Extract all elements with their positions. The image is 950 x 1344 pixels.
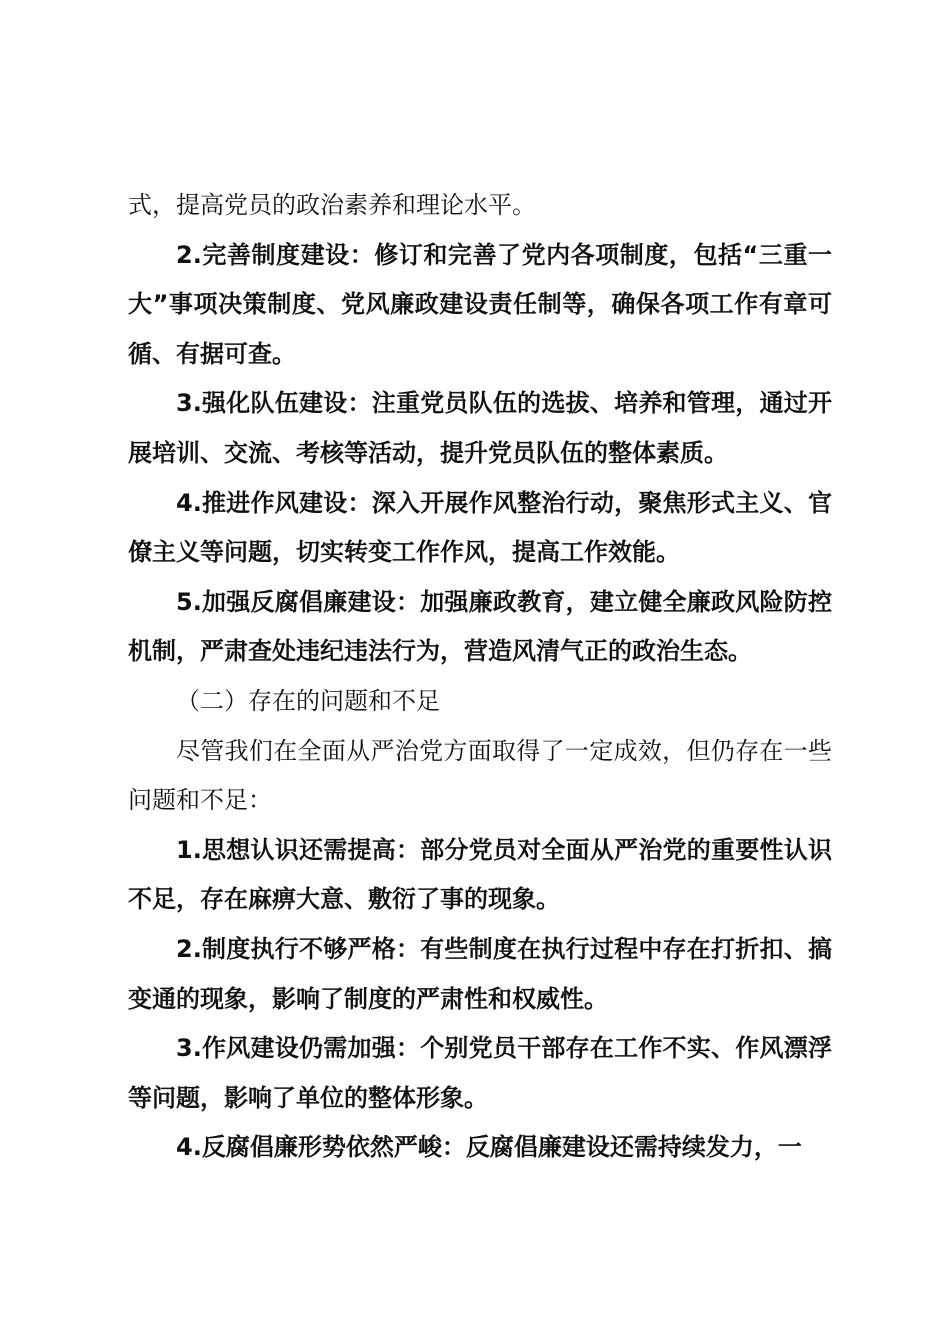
paragraph-item-4-style-building: 4.推进作风建设：深入开展作风整治行动，聚焦形式主义、官僚主义等问题，切实转变工作作风，提高工作效能。 bbox=[128, 488, 832, 567]
paragraph-problems-intro: 尽管我们在全面从严治党方面取得了一定成效，但仍存在一些问题和不足： bbox=[128, 736, 832, 815]
paragraph-problem-1: 1.思想认识还需提高：部分党员对全面从严治党的重要性认识不足，存在麻痹大意、敷衍了事的现象。 bbox=[128, 835, 832, 914]
paragraph-continuation: 式，提高党员的政治素养和理论水平。 bbox=[128, 191, 536, 219]
paragraph-item-5-anti-corruption: 5.加强反腐倡廉建设：加强廉政教育，建立健全廉政风险防控机制，严肃查处违纪违法行为，营造风清气正的政治生态。 bbox=[128, 587, 832, 666]
paragraph-problem-4: 4.反腐倡廉形势依然严峻：反腐倡廉建设还需持续发力，一 bbox=[176, 1133, 802, 1162]
paragraph-item-2-system-building: 2.完善制度建设：修订和完善了党内各项制度，包括“三重一大”事项决策制度、党风廉政建设责任制等，确保各项工作有章可循、有据可查。 bbox=[128, 240, 832, 368]
paragraph-problem-2: 2.制度执行不够严格：有些制度在执行过程中存在打折扣、搞变通的现象，影响了制度的严肃性和权威性。 bbox=[128, 934, 832, 1013]
document-page bbox=[128, 181, 832, 1173]
paragraph-problem-3: 3.作风建设仍需加强：个别党员干部存在工作不实、作风漂浮等问题，影响了单位的整体形象。 bbox=[128, 1034, 832, 1112]
section-heading-problems: （二）存在的问题和不足 bbox=[176, 686, 440, 715]
paragraph-item-3-team-building: 3.强化队伍建设：注重党员队伍的选拔、培养和管理，通过开展培训、交流、考核等活动，提升党员队伍的整体素质。 bbox=[128, 389, 832, 467]
